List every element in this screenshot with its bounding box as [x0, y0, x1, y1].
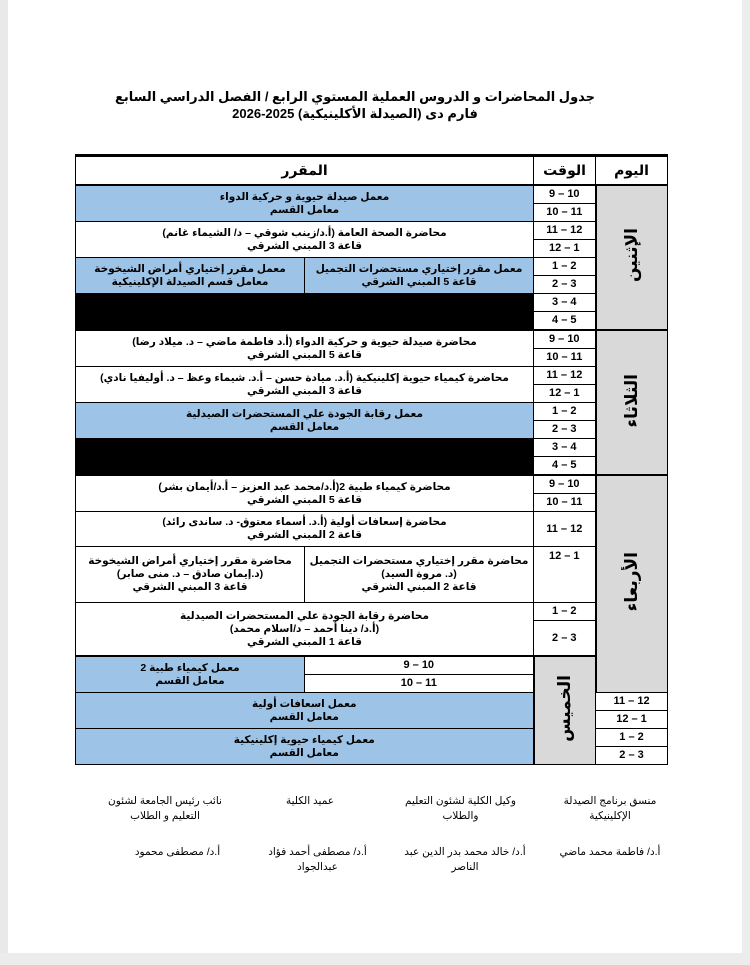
bottom-border	[0, 953, 750, 965]
table-row	[76, 258, 668, 276]
time-cell: 10 – 11	[534, 349, 596, 367]
course-location: قاعة 3 المبني الشرقي	[247, 384, 362, 397]
course-title: معمل صيدلة حيوية و حركية الدواء	[219, 190, 390, 203]
table-row	[76, 439, 668, 457]
right-border	[742, 0, 750, 965]
course-cell	[76, 222, 534, 258]
time-cell: 12 – 1	[534, 547, 596, 603]
time-cell: 4 – 5	[534, 457, 596, 476]
time-cell: 9 – 10	[305, 656, 534, 675]
course-cell	[76, 693, 534, 729]
time-cell: 1 – 2	[596, 729, 668, 747]
time-cell: 11 – 12	[534, 512, 596, 547]
course-cell	[305, 547, 534, 603]
course-location: معامل القسم	[269, 420, 340, 433]
time-cell: 3 – 4	[534, 439, 596, 457]
header-time: الوقت	[534, 156, 596, 186]
course-cell	[305, 258, 534, 294]
schedule-table	[75, 154, 668, 765]
time-cell: 12 – 1	[534, 240, 596, 258]
table-row	[76, 475, 668, 494]
course-location: معامل القسم	[269, 746, 339, 759]
course-cell	[76, 185, 534, 222]
course-cell	[76, 367, 534, 403]
signature-role-2: وكيل الكلية لشئون التعليم والطلاب	[405, 795, 516, 822]
title-line-2: فارم دى (الصيدلة الأكلينيكية) 2025-2026	[232, 106, 478, 121]
signature-role-1: منسق برنامج الصيدلة الإكلينيكية	[563, 795, 657, 822]
time-cell: 2 – 3	[534, 276, 596, 294]
course-instructor: (د. مروة السيد)	[381, 568, 457, 580]
time-cell: 11 – 12	[534, 367, 596, 385]
day-monday	[596, 185, 668, 330]
signature-role-3: عميد الكلية	[285, 795, 335, 807]
course-title: محاضرة مقرر إختياري أمراض الشيخوخة	[88, 555, 292, 567]
course-title: محاضرة الصحة العامة (أ.د/زينب شوقي – د/ الشيماء غانم)	[162, 226, 447, 239]
time-cell: 10 – 11	[534, 204, 596, 222]
course-title: محاضرة صيدلة حيوية و حركية الدواء (أ.د فاطمة ماضي – د. ميلاد رضا)	[132, 335, 477, 348]
course-title: محاضرة كيمياء طبية 2(أ.د/محمد عبد العزيز – أ.د/أيمان بشر)	[158, 480, 451, 493]
header-day: اليوم	[596, 156, 668, 186]
time-cell: 2 – 3	[596, 747, 668, 765]
time-cell: 10 – 11	[534, 494, 596, 512]
table-row	[76, 312, 668, 331]
time-cell: 9 – 10	[534, 475, 596, 494]
table-row	[76, 222, 668, 240]
table-row	[76, 547, 668, 603]
time-cell: 4 – 5	[534, 312, 596, 331]
time-cell: 10 – 11	[305, 675, 534, 693]
time-cell: 9 – 10	[534, 185, 596, 204]
course-location: قاعة 5 المبني الشرقي	[361, 275, 477, 288]
day-label: الخميس	[555, 675, 575, 742]
table-row	[76, 403, 668, 421]
time-cell: 1 – 2	[534, 258, 596, 276]
day-label: الإثنين	[622, 228, 642, 283]
left-border	[0, 0, 8, 965]
document-title	[60, 88, 650, 122]
time-cell: 2 – 3	[534, 421, 596, 439]
empty-slot	[76, 312, 534, 331]
time-cell: 11 – 12	[534, 222, 596, 240]
signature-name-1: أ.د/ فاطمة محمد ماضي	[559, 846, 661, 858]
course-title: معمل كيمياء طبية 2	[140, 661, 240, 674]
signature-role-4: نائب رئيس الجامعة لشئون التعليم و الطلاب	[108, 795, 222, 822]
table-row	[76, 294, 668, 312]
course-cell	[76, 603, 534, 657]
course-location: قاعة 5 المبني الشرقي	[247, 493, 362, 506]
time-cell: 11 – 12	[596, 693, 668, 711]
course-cell	[76, 258, 305, 294]
course-title: معمل اسعافات أولية	[251, 697, 357, 710]
course-cell	[76, 475, 534, 512]
course-title: معمل كيمياء حيوية إكلينيكية	[233, 733, 375, 746]
time-cell: 1 – 2	[534, 403, 596, 421]
course-title: معمل مقرر إختياري مستحضرات التجميل	[315, 262, 523, 275]
course-title: محاضرة رقابة الجودة علي المستحضرات الصيدلية	[180, 609, 429, 622]
course-location: قاعة 3 المبني الشرقي	[132, 581, 248, 593]
course-location: معامل القسم	[155, 674, 225, 687]
time-cell: 9 – 10	[534, 330, 596, 349]
table-row	[76, 330, 668, 349]
course-cell	[76, 403, 534, 439]
signature-name-4: أ.د/ مصطفى محمود	[134, 846, 221, 858]
title-line-1: جدول المحاضرات و الدروس العملية المستوي الرابع / الفصل الدراسي السابع	[114, 89, 596, 104]
time-cell: 3 – 4	[534, 294, 596, 312]
day-label: الثلاثاء	[622, 373, 642, 428]
course-location: معامل القسم	[269, 710, 339, 723]
time-cell: 1 – 2	[534, 603, 596, 621]
table-row	[76, 457, 668, 476]
course-cell	[76, 330, 534, 367]
empty-slot	[76, 457, 534, 476]
course-location: قاعة 1 المبني الشرقي	[247, 635, 362, 648]
course-location: معامل القسم	[269, 203, 340, 216]
day-tuesday	[596, 330, 668, 475]
empty-slot	[76, 439, 534, 457]
table-row	[76, 656, 668, 675]
course-location: قاعة 2 المبني الشرقي	[361, 581, 477, 593]
header-course: المقرر	[76, 156, 534, 186]
day-label: الأربعاء	[622, 552, 642, 612]
day-wednesday	[596, 475, 668, 693]
signature-name-3: أ.د/ مصطفى أحمد فؤاد عبدالجواد	[268, 846, 367, 873]
course-title: معمل مقرر إختياري أمراض الشيخوخة	[94, 262, 286, 275]
course-title: معمل رقابة الجودة علي المستحضرات الصيدلية	[186, 407, 423, 420]
time-cell: 12 – 1	[596, 711, 668, 729]
course-instructor: (د.إيمان صادق – د. منى صابر)	[116, 568, 264, 580]
signature-name-2: أ.د/ خالد محمد بدر الدين عبد الناصر	[404, 846, 526, 873]
course-cell	[76, 512, 534, 547]
table-row	[76, 367, 668, 385]
course-title: محاضرة إسعافات أولية (أ.د. أسماء معتوق- د. ساندى رائد)	[162, 516, 447, 528]
table-row	[76, 512, 668, 547]
day-thursday	[534, 656, 596, 765]
course-cell	[76, 729, 534, 765]
course-title: محاضرة مقرر إختياري مستحضرات التجميل	[309, 555, 529, 567]
empty-slot	[76, 294, 534, 312]
table-header-row	[76, 156, 668, 186]
table-row	[76, 603, 668, 621]
course-cell	[76, 547, 305, 603]
table-row	[76, 185, 668, 204]
course-location: معامل قسم الصيدلة الإكلينيكية	[111, 275, 269, 288]
course-title: محاضرة كيمياء حيوية إكلينيكية (أ.د. ميادة حسن – أ.د. شيماء وعظ – د. أوليفيا نادي)	[100, 371, 509, 384]
course-cell	[76, 656, 305, 693]
course-location: قاعة 2 المبني الشرقي	[247, 529, 362, 541]
course-location: قاعة 3 المبني الشرقي	[247, 239, 362, 252]
time-cell: 2 – 3	[534, 621, 596, 657]
course-instructor: (أ.د/ دينا أحمد – د/اسلام محمد)	[229, 622, 380, 635]
time-cell: 12 – 1	[534, 385, 596, 403]
course-location: قاعة 5 المبني الشرقي	[247, 348, 362, 361]
